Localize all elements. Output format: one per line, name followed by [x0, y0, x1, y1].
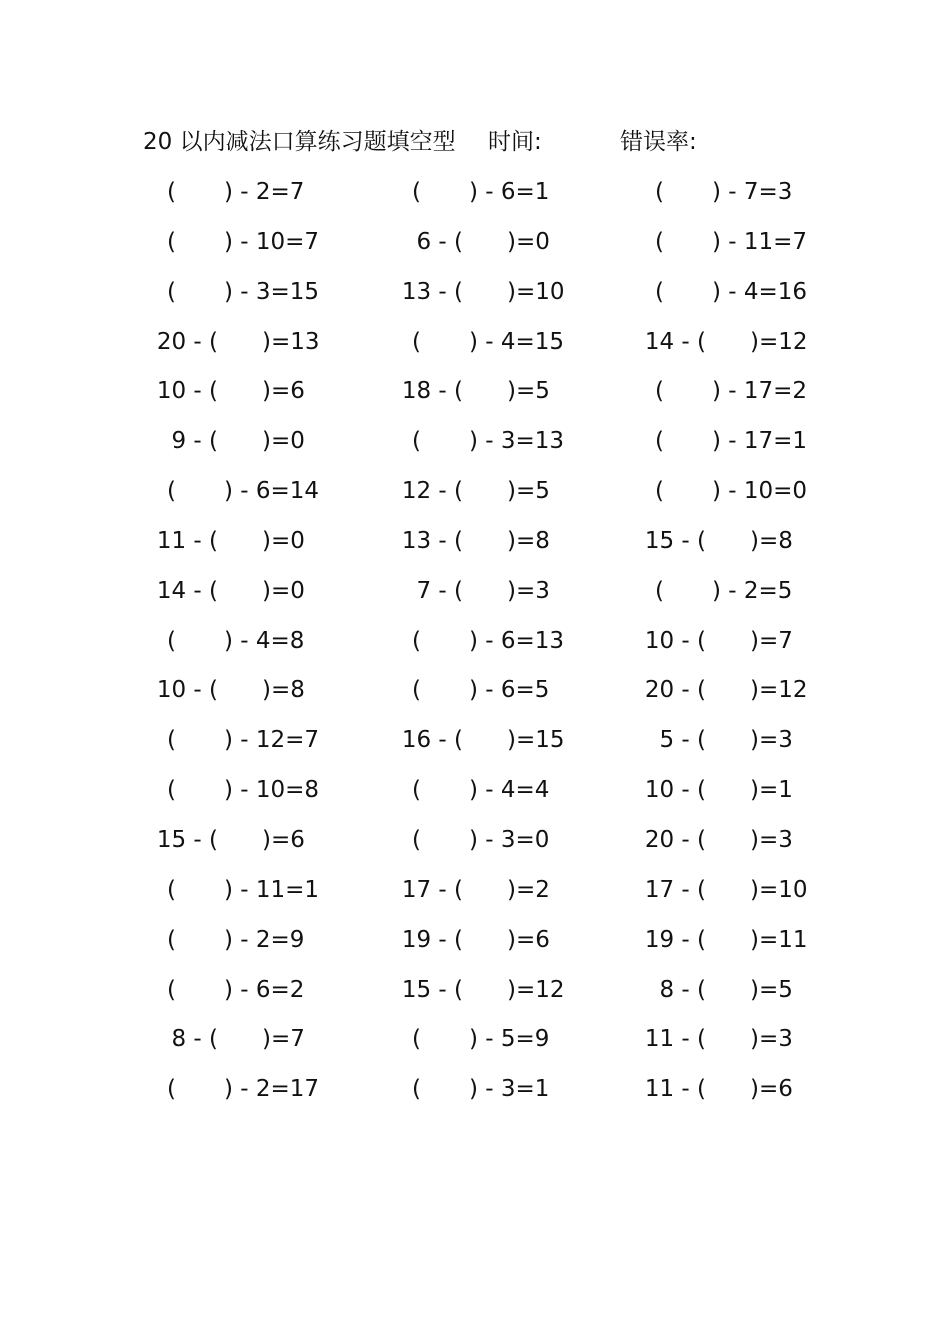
problem-expression: ) - 2=7 [224, 179, 305, 205]
minuend-expression: 15 - ( [156, 826, 218, 853]
subtraction-problem [385, 870, 555, 910]
subtraction-problem [140, 770, 320, 810]
error-rate-label: 错误率: [620, 129, 697, 155]
subtraction-problem [628, 970, 798, 1010]
subtraction-problem [385, 172, 555, 212]
problem-result: )=12 [750, 677, 808, 704]
subtraction-problem [140, 870, 320, 910]
answer-blank[interactable]: ( [412, 328, 421, 355]
problem-expression: ) - 7=3 [712, 179, 793, 205]
problem-expression: ) - 11=7 [712, 228, 808, 255]
answer-blank[interactable]: ( [412, 777, 421, 804]
subtraction-problem [140, 1019, 310, 1059]
answer-blank[interactable]: ( [412, 677, 421, 704]
minuend-expression: 6 - ( [416, 228, 463, 255]
minuend-expression: 5 - ( [659, 727, 706, 754]
problem-expression: ) - 10=8 [224, 777, 320, 804]
subtraction-problem [140, 621, 310, 661]
worksheet-title: 20 以内减法口算练习题填空型 [143, 129, 456, 155]
problem-result: )=8 [750, 527, 793, 554]
subtraction-problem [385, 670, 555, 710]
problem-expression: ) - 6=13 [469, 627, 565, 654]
answer-blank[interactable]: ( [167, 228, 176, 255]
subtraction-problem [385, 720, 565, 760]
problem-result: )=0 [262, 577, 305, 604]
answer-blank[interactable]: ( [167, 926, 176, 953]
minuend-expression: 20 - ( [644, 826, 706, 853]
problem-expression: ) - 2=9 [224, 926, 305, 953]
subtraction-problem [628, 770, 798, 810]
problem-expression: ) - 5=9 [469, 1026, 550, 1053]
problem-result: )=10 [507, 278, 565, 305]
problem-row [0, 471, 950, 521]
worksheet-header [0, 124, 950, 160]
subtraction-problem [385, 621, 565, 661]
subtraction-problem [628, 820, 798, 860]
subtraction-problem [140, 471, 320, 511]
problem-result: )=12 [750, 328, 808, 355]
subtraction-problem [140, 172, 310, 212]
problem-row [0, 421, 950, 471]
answer-blank[interactable]: ( [167, 777, 176, 804]
problem-row [0, 970, 950, 1020]
problem-expression: ) - 3=1 [469, 1076, 550, 1103]
minuend-expression: 20 - ( [156, 328, 218, 355]
problem-row [0, 670, 950, 720]
problem-row [0, 920, 950, 970]
minuend-expression: 18 - ( [401, 378, 463, 405]
subtraction-problem [140, 222, 320, 262]
answer-blank[interactable]: ( [412, 179, 421, 205]
minuend-expression: 10 - ( [644, 777, 706, 804]
problem-expression: ) - 17=2 [712, 378, 808, 405]
subtraction-problem [628, 920, 808, 960]
answer-blank[interactable]: ( [655, 179, 664, 205]
answer-blank[interactable]: ( [167, 1076, 176, 1103]
subtraction-problem [628, 272, 808, 312]
subtraction-problem [140, 521, 310, 561]
problem-result: )=15 [507, 727, 565, 754]
minuend-expression: 19 - ( [401, 926, 463, 953]
problem-result: )=0 [507, 228, 550, 255]
problem-result: )=5 [507, 378, 550, 405]
problem-expression: ) - 10=0 [712, 478, 808, 505]
problem-expression: ) - 4=4 [469, 777, 550, 804]
problem-result: )=1 [750, 777, 793, 804]
problem-result: )=2 [507, 876, 550, 903]
minuend-expression: 10 - ( [156, 677, 218, 704]
subtraction-problem [385, 820, 555, 860]
subtraction-problem [628, 1069, 798, 1109]
minuend-expression: 15 - ( [644, 527, 706, 554]
problem-result: )=8 [507, 527, 550, 554]
problem-row [0, 770, 950, 820]
problem-expression: ) - 6=14 [224, 478, 320, 505]
minuend-expression: 8 - ( [171, 1026, 218, 1053]
answer-blank[interactable]: ( [655, 278, 664, 305]
minuend-expression: 9 - ( [171, 428, 218, 455]
problem-row [0, 820, 950, 870]
subtraction-problem [140, 820, 310, 860]
problem-expression: ) - 17=1 [712, 428, 808, 455]
answer-blank[interactable]: ( [167, 627, 176, 654]
answer-blank[interactable]: ( [655, 478, 664, 505]
problem-result: )=5 [507, 478, 550, 505]
problem-row [0, 1019, 950, 1069]
problem-row [0, 870, 950, 920]
problem-result: )=7 [750, 627, 793, 654]
subtraction-problem [385, 1069, 555, 1109]
problem-row [0, 222, 950, 272]
problem-expression: ) - 3=15 [224, 278, 320, 305]
minuend-expression: 17 - ( [644, 876, 706, 903]
problem-expression: ) - 6=2 [224, 976, 305, 1003]
answer-blank[interactable]: ( [655, 228, 664, 255]
minuend-expression: 8 - ( [659, 976, 706, 1003]
subtraction-problem [140, 970, 310, 1010]
subtraction-problem [140, 421, 310, 461]
answer-blank[interactable]: ( [167, 727, 176, 754]
problem-result: )=5 [750, 976, 793, 1003]
answer-blank[interactable]: ( [167, 278, 176, 305]
minuend-expression: 11 - ( [644, 1076, 706, 1103]
problem-row [0, 371, 950, 421]
subtraction-problem [385, 471, 555, 511]
minuend-expression: 15 - ( [401, 976, 463, 1003]
subtraction-problem [140, 322, 320, 362]
subtraction-problem [385, 920, 555, 960]
subtraction-problem [385, 272, 565, 312]
problem-result: )=3 [750, 1026, 793, 1053]
problem-expression: ) - 2=17 [224, 1076, 320, 1103]
answer-blank[interactable]: ( [167, 179, 176, 205]
problem-row [0, 571, 950, 621]
problem-expression: ) - 6=5 [469, 677, 550, 704]
answer-blank[interactable]: ( [655, 378, 664, 405]
problem-result: )=6 [750, 1076, 793, 1103]
subtraction-problem [628, 172, 798, 212]
minuend-expression: 11 - ( [644, 1026, 706, 1053]
problem-row [0, 720, 950, 770]
problem-expression: ) - 4=8 [224, 627, 305, 654]
problem-result: )=6 [262, 826, 305, 853]
subtraction-problem [628, 571, 798, 611]
minuend-expression: 13 - ( [401, 278, 463, 305]
subtraction-problem [628, 222, 808, 262]
minuend-expression: 7 - ( [416, 577, 463, 604]
subtraction-problem [385, 521, 555, 561]
problem-expression: ) - 2=5 [712, 577, 793, 604]
problem-expression: ) - 11=1 [224, 876, 320, 903]
subtraction-problem [628, 521, 798, 561]
answer-blank[interactable]: ( [655, 428, 664, 455]
subtraction-problem [140, 720, 320, 760]
answer-blank[interactable]: ( [655, 577, 664, 604]
problem-expression: ) - 4=15 [469, 328, 565, 355]
problem-expression: ) - 4=16 [712, 278, 808, 305]
minuend-expression: 13 - ( [401, 527, 463, 554]
subtraction-problem [140, 670, 310, 710]
problem-expression: ) - 10=7 [224, 228, 320, 255]
problem-result: )=0 [262, 428, 305, 455]
subtraction-problem [140, 1069, 320, 1109]
problem-result: )=7 [262, 1026, 305, 1053]
minuend-expression: 12 - ( [401, 478, 463, 505]
problem-row [0, 272, 950, 322]
answer-blank[interactable]: ( [167, 478, 176, 505]
subtraction-problem [628, 471, 808, 511]
answer-blank[interactable]: ( [167, 876, 176, 903]
minuend-expression: 19 - ( [644, 926, 706, 953]
subtraction-problem [140, 371, 310, 411]
subtraction-problem [385, 970, 565, 1010]
problem-result: )=12 [507, 976, 565, 1003]
minuend-expression: 10 - ( [644, 627, 706, 654]
subtraction-problem [628, 322, 808, 362]
problem-result: )=8 [262, 677, 305, 704]
time-label: 时间: [488, 129, 542, 155]
answer-blank[interactable]: ( [412, 627, 421, 654]
subtraction-problem [628, 720, 798, 760]
problem-result: )=3 [507, 577, 550, 604]
problem-result: )=13 [262, 328, 320, 355]
answer-blank[interactable]: ( [412, 1076, 421, 1103]
answer-blank[interactable]: ( [412, 428, 421, 455]
problem-result: )=6 [262, 378, 305, 405]
subtraction-problem [385, 571, 555, 611]
minuend-expression: 20 - ( [644, 677, 706, 704]
subtraction-problem [628, 870, 808, 910]
problem-result: )=6 [507, 926, 550, 953]
minuend-expression: 17 - ( [401, 876, 463, 903]
subtraction-problem [385, 1019, 555, 1059]
problem-grid [0, 172, 950, 1119]
problem-result: )=3 [750, 826, 793, 853]
subtraction-problem [385, 322, 565, 362]
subtraction-problem [385, 222, 555, 262]
subtraction-problem [385, 371, 555, 411]
minuend-expression: 14 - ( [644, 328, 706, 355]
subtraction-problem [628, 371, 808, 411]
subtraction-problem [140, 272, 320, 312]
minuend-expression: 11 - ( [156, 527, 218, 554]
problem-expression: ) - 12=7 [224, 727, 320, 754]
problem-row [0, 172, 950, 222]
problem-result: )=11 [750, 926, 808, 953]
problem-row [0, 621, 950, 671]
problem-result: )=0 [262, 527, 305, 554]
answer-blank[interactable]: ( [412, 1026, 421, 1053]
minuend-expression: 14 - ( [156, 577, 218, 604]
problem-result: )=10 [750, 876, 808, 903]
problem-row [0, 322, 950, 372]
problem-result: )=3 [750, 727, 793, 754]
problem-row [0, 1069, 950, 1119]
minuend-expression: 10 - ( [156, 378, 218, 405]
problem-expression: ) - 3=13 [469, 428, 565, 455]
subtraction-problem [628, 421, 808, 461]
problem-expression: ) - 3=0 [469, 826, 550, 853]
subtraction-problem [385, 770, 555, 810]
minuend-expression: 16 - ( [401, 727, 463, 754]
answer-blank[interactable]: ( [412, 826, 421, 853]
answer-blank[interactable]: ( [167, 976, 176, 1003]
subtraction-problem [385, 421, 565, 461]
subtraction-problem [628, 621, 798, 661]
subtraction-problem [628, 1019, 798, 1059]
subtraction-problem [140, 571, 310, 611]
problem-row [0, 521, 950, 571]
subtraction-problem [628, 670, 808, 710]
problem-expression: ) - 6=1 [469, 179, 550, 205]
subtraction-problem [140, 920, 310, 960]
